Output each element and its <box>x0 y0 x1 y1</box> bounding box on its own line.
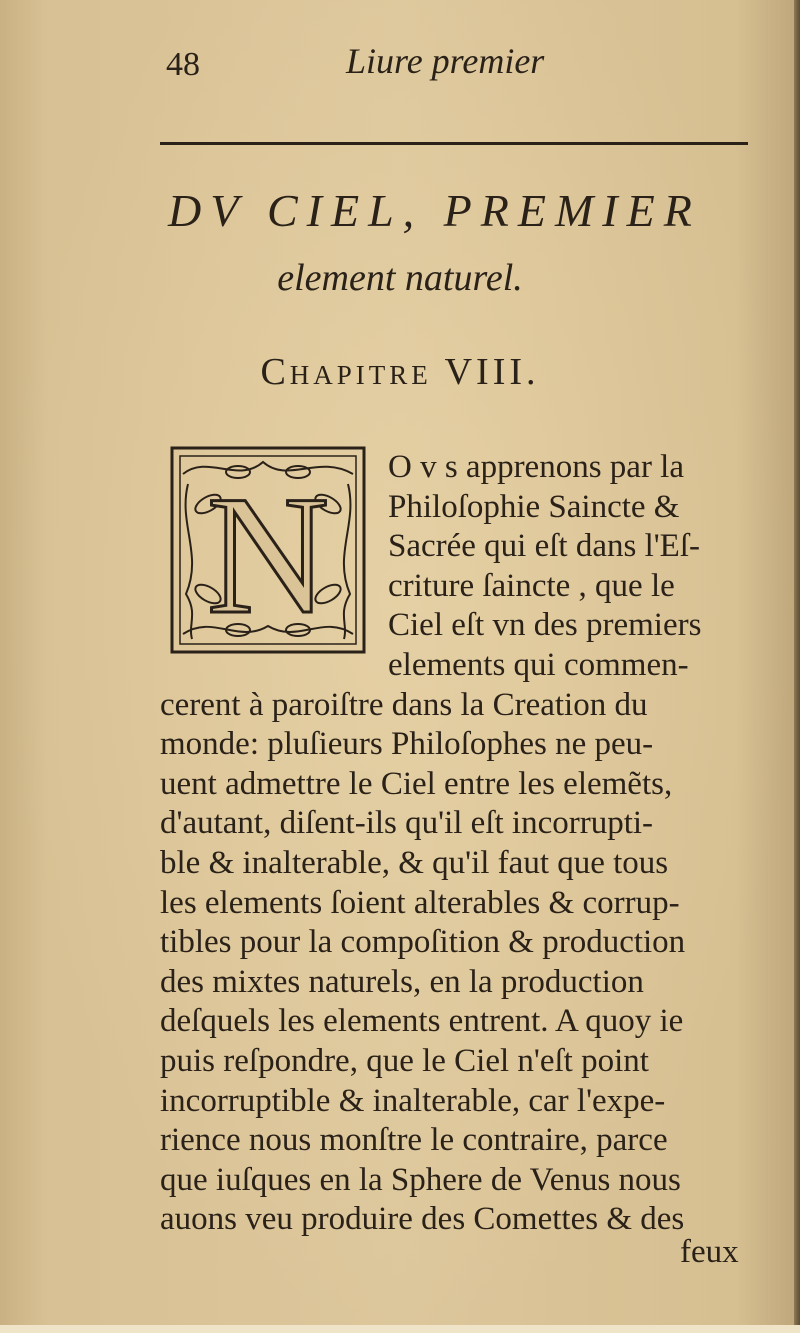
chapter-heading: Chapitre VIII. <box>260 351 540 393</box>
text-line: cerent à paroiſtre dans la Creation du <box>160 686 648 723</box>
text-line: rience nous monſtre le contraire, parce <box>160 1122 668 1159</box>
text-line: uent admettre le Ciel entre les elemẽts, <box>160 765 673 802</box>
text-line: les elements ſoient alterables & corrup- <box>160 884 680 921</box>
section-subtitle: element naturel. <box>277 257 523 299</box>
text-line: d'autant, diſent-ils qu'il eſt incorrupti- <box>160 805 654 842</box>
text-line: des mixtes naturels, en la production <box>160 963 644 1000</box>
page-edge-shadow <box>794 0 800 1333</box>
page-number: 48 <box>166 46 200 83</box>
text-line: criture ſaincte , que le <box>388 567 675 604</box>
text-line: tibles pour la compoſition & production <box>160 924 686 961</box>
text-line: deſquels les elements entrent. A quoy ie <box>160 1003 684 1040</box>
text-line: que iuſques en la Sphere de Venus nous <box>160 1161 681 1198</box>
text-line: puis reſpondre, que le Ciel n'eſt point <box>160 1043 649 1079</box>
initial-letter: N <box>206 461 330 649</box>
catchword: feux <box>680 1234 739 1270</box>
text-line: elements qui commen- <box>388 647 689 683</box>
header-rule <box>160 142 748 145</box>
running-title: Liure premier <box>346 41 545 81</box>
text-line: ble & inalterable, & qu'il faut que tous <box>160 845 669 881</box>
text-line: Philoſophie Saincte & <box>388 488 680 525</box>
text-line: monde: pluſieurs Philoſophes ne peu- <box>160 726 654 763</box>
decorated-initial-n <box>168 444 368 656</box>
text-line: Sacrée qui eſt dans l'Eſ- <box>388 528 701 565</box>
page-bottom-margin <box>0 1325 800 1333</box>
text-line: Ciel eſt vn des premiers <box>388 607 702 644</box>
text-line: incorruptible & inalterable, car l'expe- <box>160 1082 666 1119</box>
section-title: DV CIEL, PREMIER <box>168 185 701 236</box>
text-line: auons veu produire des Comettes & des <box>160 1201 685 1238</box>
text-line: O v s apprenons par la <box>388 449 685 485</box>
